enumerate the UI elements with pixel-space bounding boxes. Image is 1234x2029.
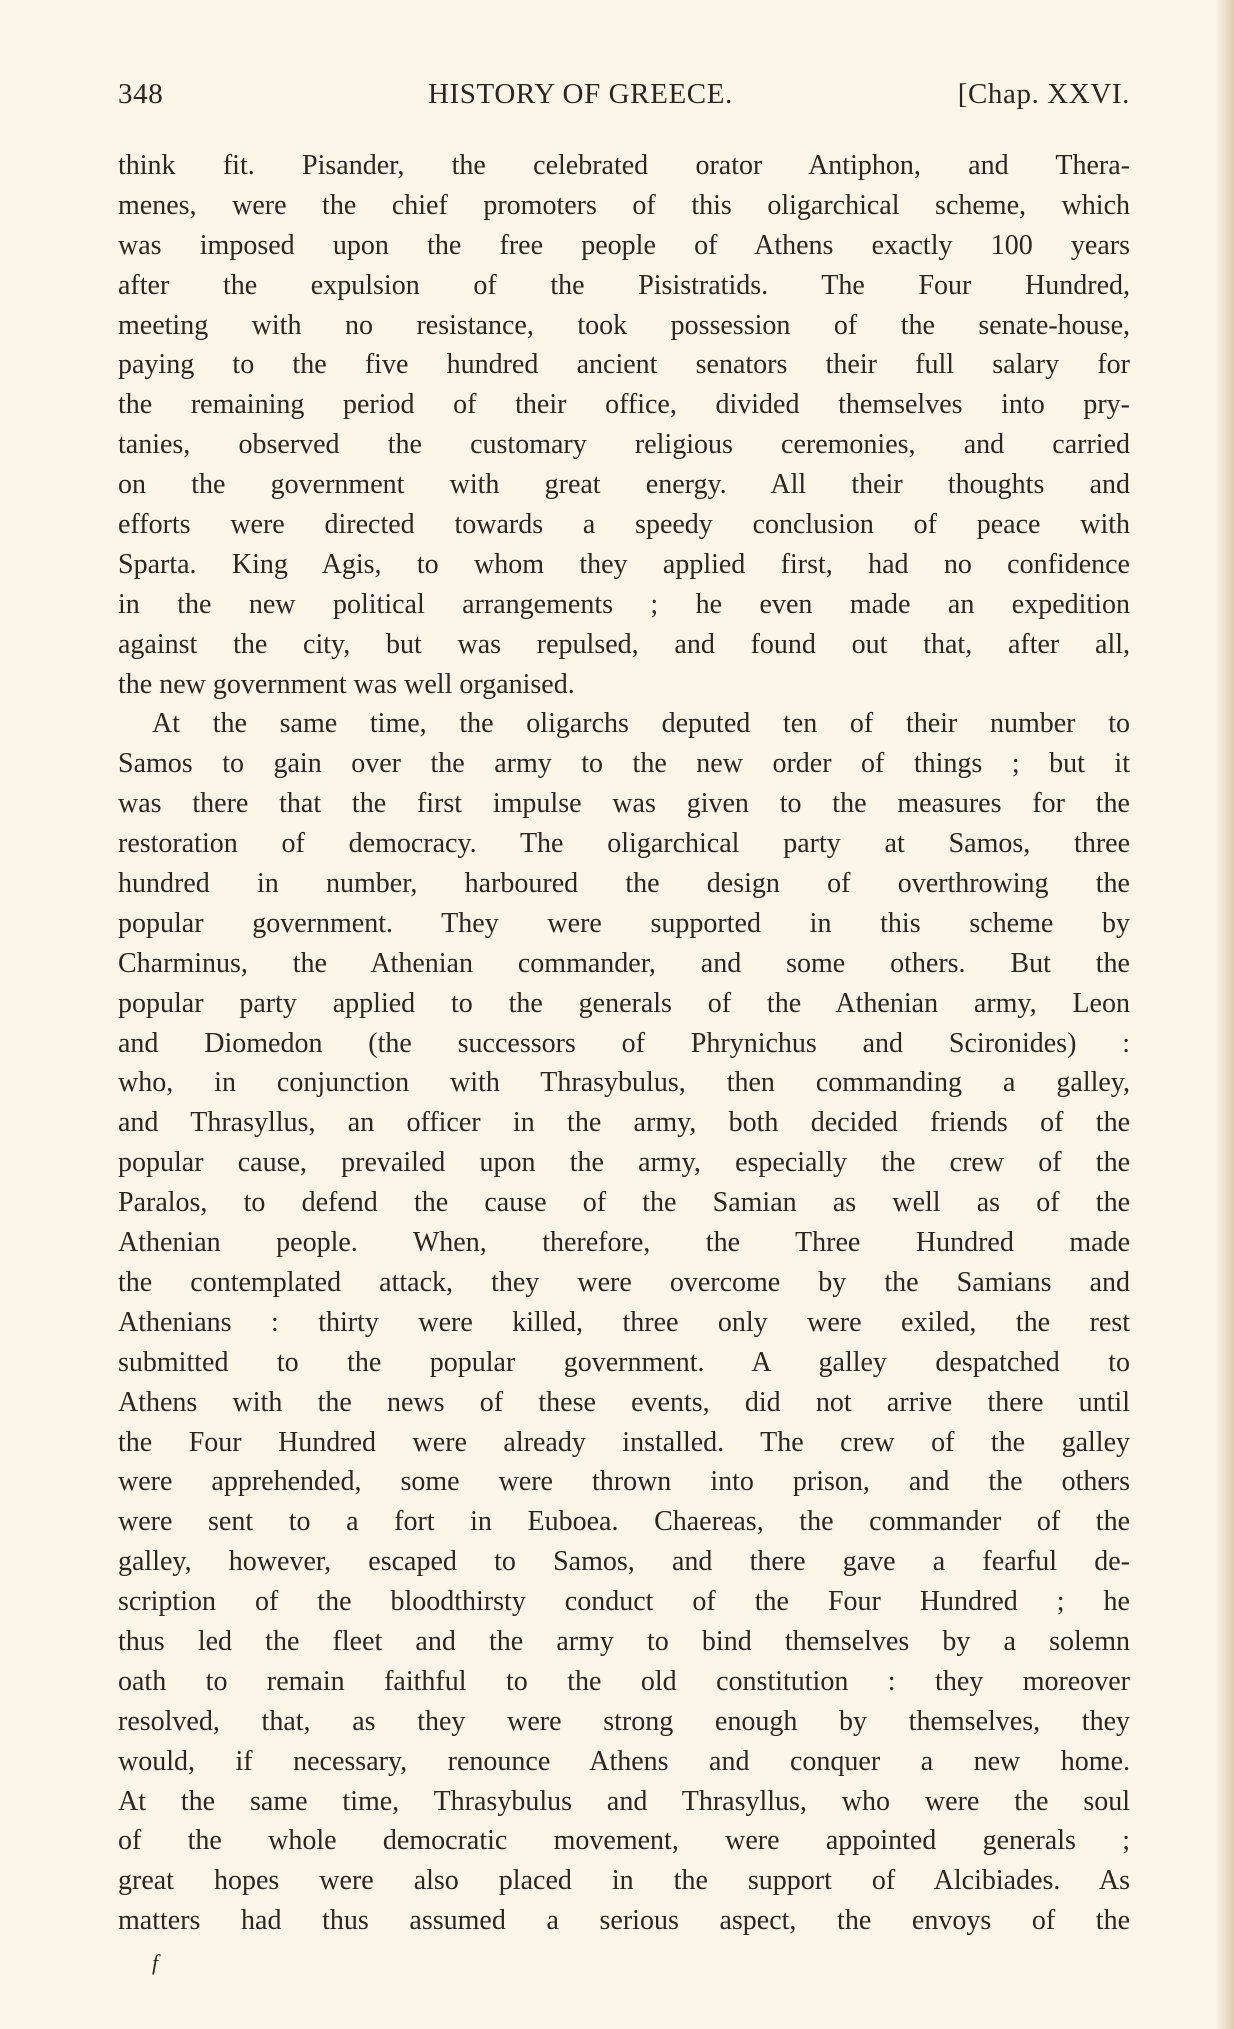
text-line: and Thrasyllus, an officer in the army, both decided friends of the [118,1107,1130,1139]
page-edge-shadow [1216,0,1234,2029]
text-line: oath to remain faithful to the old constitution : they moreover [118,1665,1130,1697]
text-line: meeting with no resistance, took possession of the senate-house, [118,309,1130,341]
body-text [118,146,1130,1941]
footer-mark: f [152,1950,159,1975]
text-line: submitted to the popular government. A galley despatched to [118,1346,1130,1378]
text-line: Sparta. King Agis, to whom they applied first, had no confidence [118,548,1130,580]
running-header [118,68,1130,118]
text-line: efforts were directed towards a speedy conclusion of peace with [118,509,1130,541]
running-title: HISTORY OF GREECE. [428,78,733,110]
text-line: At the same time, the oligarchs deputed ten of their number to [152,708,1130,740]
text-line: the contemplated attack, they were overcome by the Samians and [118,1266,1130,1298]
text-line: was there that the first impulse was given to the measures for the [118,788,1130,820]
text-line: against the city, but was repulsed, and found out that, after all, [118,628,1130,660]
text-line: the new government was well organised. [118,668,575,700]
text-line: who, in conjunction with Thrasybulus, then commanding a galley, [118,1067,1130,1099]
text-line: Samos to gain over the army to the new order of things ; but it [118,748,1130,780]
text-line: Athens with the news of these events, did not arrive there until [118,1386,1130,1418]
text-line: were sent to a fort in Euboea. Chaereas, the commander of the [118,1506,1130,1538]
text-line: were apprehended, some were thrown into prison, and the others [118,1466,1130,1498]
text-line: galley, however, escaped to Samos, and there gave a fearful de- [118,1546,1130,1578]
chapter-label: [Chap. XXVI. [957,78,1130,110]
text-line: scription of the bloodthirsty conduct of the Four Hundred ; he [118,1586,1130,1618]
text-line: popular cause, prevailed upon the army, especially the crew of the [118,1147,1130,1179]
text-line: Paralos, to defend the cause of the Samian as well as of the [118,1187,1130,1219]
text-line: At the same time, Thrasybulus and Thrasyllus, who were the soul [118,1785,1130,1817]
text-line: thus led the fleet and the army to bind themselves by a solemn [118,1625,1130,1657]
text-line: on the government with great energy. All their thoughts and [118,469,1130,501]
text-line: was imposed upon the free people of Athens exactly 100 years [118,229,1130,261]
text-line: the Four Hundred were already installed. The crew of the galley [118,1426,1130,1458]
text-line: the remaining period of their office, divided themselves into pry- [118,389,1130,421]
text-line: would, if necessary, renounce Athens and conquer a new home. [118,1745,1130,1777]
text-line: resolved, that, as they were strong enough by themselves, they [118,1705,1130,1737]
text-line: Athenians : thirty were killed, three only were exiled, the rest [118,1306,1130,1338]
text-line: Athenian people. When, therefore, the Three Hundred made [118,1227,1130,1259]
text-line: and Diomedon (the successors of Phrynichus and Scironides) : [118,1027,1130,1059]
text-line: popular party applied to the generals of the Athenian army, Leon [118,987,1130,1019]
text-line: after the expulsion of the Pisistratids. The Four Hundred, [118,269,1130,301]
text-line: great hopes were also placed in the support of Alcibiades. As [118,1865,1130,1897]
text-line: menes, were the chief promoters of this oligarchical scheme, which [118,189,1130,221]
text-line: popular government. They were supported in this scheme by [118,907,1130,939]
text-line: restoration of democracy. The oligarchical party at Samos, three [118,828,1130,860]
text-line: of the whole democratic movement, were appointed generals ; [118,1825,1130,1857]
text-line: hundred in number, harboured the design of overthrowing the [118,868,1130,900]
page-number: 348 [118,78,164,110]
text-line: tanies, observed the customary religious ceremonies, and carried [118,429,1130,461]
text-line: matters had thus assumed a serious aspect, the envoys of the [118,1905,1130,1937]
text-line: think fit. Pisander, the celebrated orator Antiphon, and Thera- [118,150,1130,181]
text-line: Charminus, the Athenian commander, and some others. But the [118,947,1130,979]
text-line: in the new political arrangements ; he even made an expedition [118,588,1130,620]
text-line: paying to the five hundred ancient senators their full salary for [118,349,1130,381]
